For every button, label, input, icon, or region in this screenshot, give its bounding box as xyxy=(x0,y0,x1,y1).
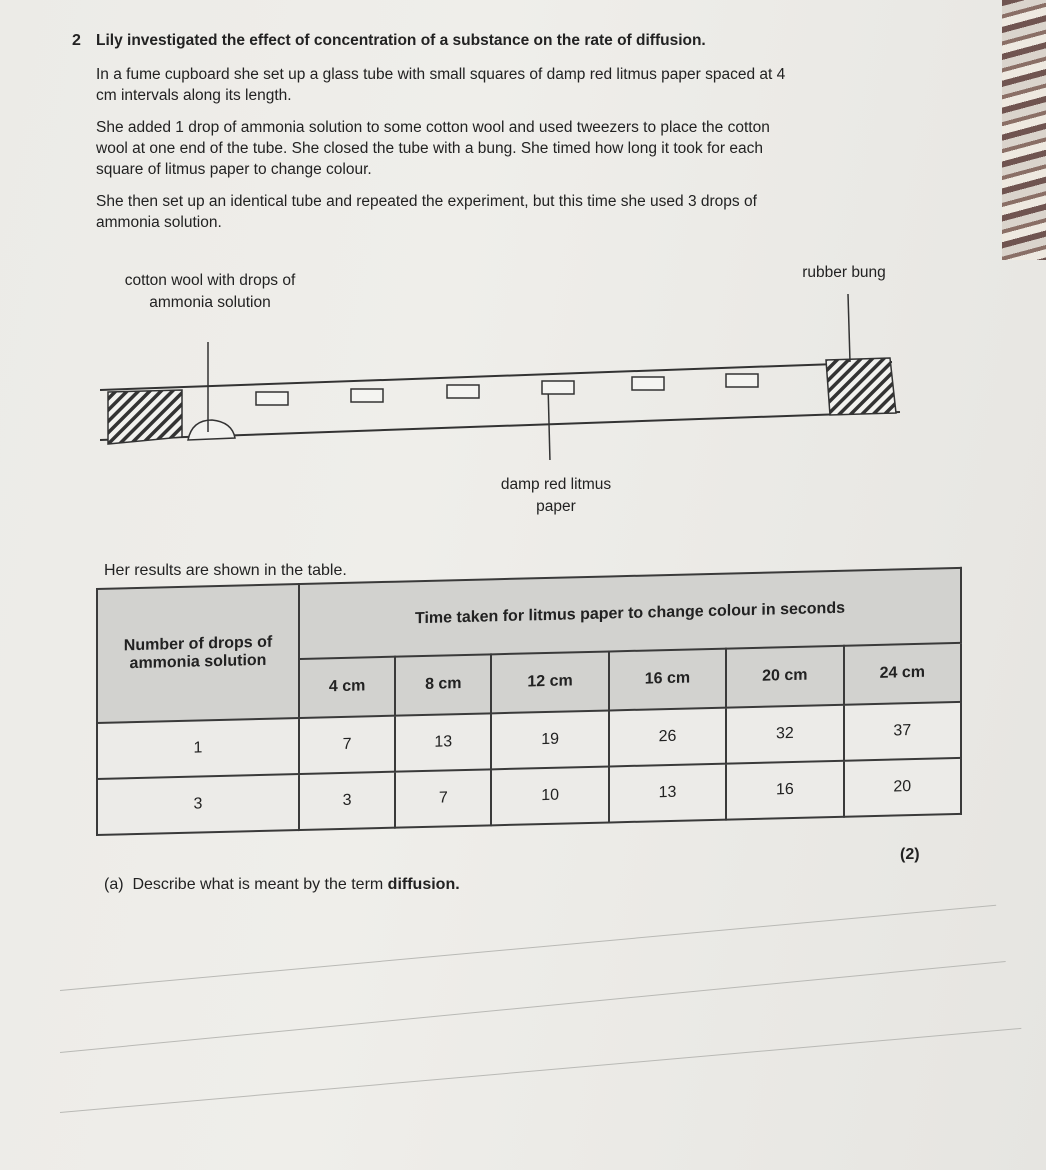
question-number: 2 xyxy=(72,32,81,49)
setup-paragraph: In a fume cupboard she set up a glass tube with small squares of damp red litmus paper spaced at 4 cm intervals along its length. xyxy=(96,66,786,104)
time-header: Time taken for litmus paper to change colour in seconds xyxy=(299,568,961,659)
part-a-question xyxy=(104,876,460,894)
question-intro: Lily investigated the effect of concentration of a substance on the rate of diffusion. xyxy=(96,32,706,49)
answer-line[interactable] xyxy=(60,1028,1021,1113)
results-table xyxy=(96,567,962,836)
answer-line[interactable] xyxy=(60,905,996,991)
bung-pointer xyxy=(848,294,850,362)
rubber-bung xyxy=(826,358,896,415)
time-cell: 19 xyxy=(491,710,608,769)
litmus-square xyxy=(726,374,758,387)
litmus-square xyxy=(256,392,288,405)
distance-header: 16 cm xyxy=(609,649,726,710)
time-cell: 26 xyxy=(609,707,726,766)
litmus-square xyxy=(632,377,664,390)
time-cell: 7 xyxy=(395,769,491,828)
glass-tube-diagram xyxy=(100,280,920,460)
cotton-wool xyxy=(188,420,235,440)
time-cell: 32 xyxy=(726,704,843,763)
litmus-square xyxy=(447,385,479,398)
left-stopper xyxy=(108,390,182,444)
distance-header: 12 cm xyxy=(491,652,608,713)
page-edge-decoration xyxy=(1002,0,1046,260)
time-cell: 16 xyxy=(726,760,843,819)
time-cell: 13 xyxy=(609,763,726,822)
distance-header: 24 cm xyxy=(844,643,961,704)
cotton-wool-label: cotton wool with drops of ammonia solution xyxy=(124,272,296,311)
time-cell: 13 xyxy=(395,713,491,772)
time-cell: 10 xyxy=(491,766,608,825)
distance-header: 4 cm xyxy=(299,657,395,718)
time-cell: 37 xyxy=(844,701,961,760)
table-intro: Her results are shown in the table. xyxy=(104,562,347,579)
part-a-label: (a) xyxy=(104,876,124,893)
rubber-bung-label: rubber bung xyxy=(802,264,886,281)
drops-header: Number of drops of ammonia solution xyxy=(97,584,299,722)
litmus-paper-label: damp red litmus paper xyxy=(500,476,612,515)
method-paragraph: She added 1 drop of ammonia solution to some cotton wool and used tweezers to place the cotton wool at one end of the tube. She closed the tube with a bung. She timed how long it took for each square of litmus paper to change colour. xyxy=(96,119,770,178)
time-cell: 7 xyxy=(299,715,395,774)
part-a-text: Describe what is meant by the term xyxy=(132,876,384,893)
repeat-paragraph: She then set up an identical tube and repeated the experiment, but this time she used 3 drops of ammonia solution. xyxy=(96,193,757,231)
litmus-square xyxy=(542,381,574,394)
part-a-term: diffusion. xyxy=(387,876,460,893)
litmus-pointer xyxy=(548,384,550,460)
time-cell: 3 xyxy=(299,771,395,830)
drops-cell: 3 xyxy=(97,774,299,835)
answer-line[interactable] xyxy=(60,961,1006,1053)
drops-cell: 1 xyxy=(97,718,299,779)
time-cell: 20 xyxy=(844,758,961,817)
distance-header: 20 cm xyxy=(726,646,843,707)
litmus-square xyxy=(351,389,383,402)
marks-indicator: (2) xyxy=(900,846,920,863)
distance-header: 8 cm xyxy=(395,655,491,716)
